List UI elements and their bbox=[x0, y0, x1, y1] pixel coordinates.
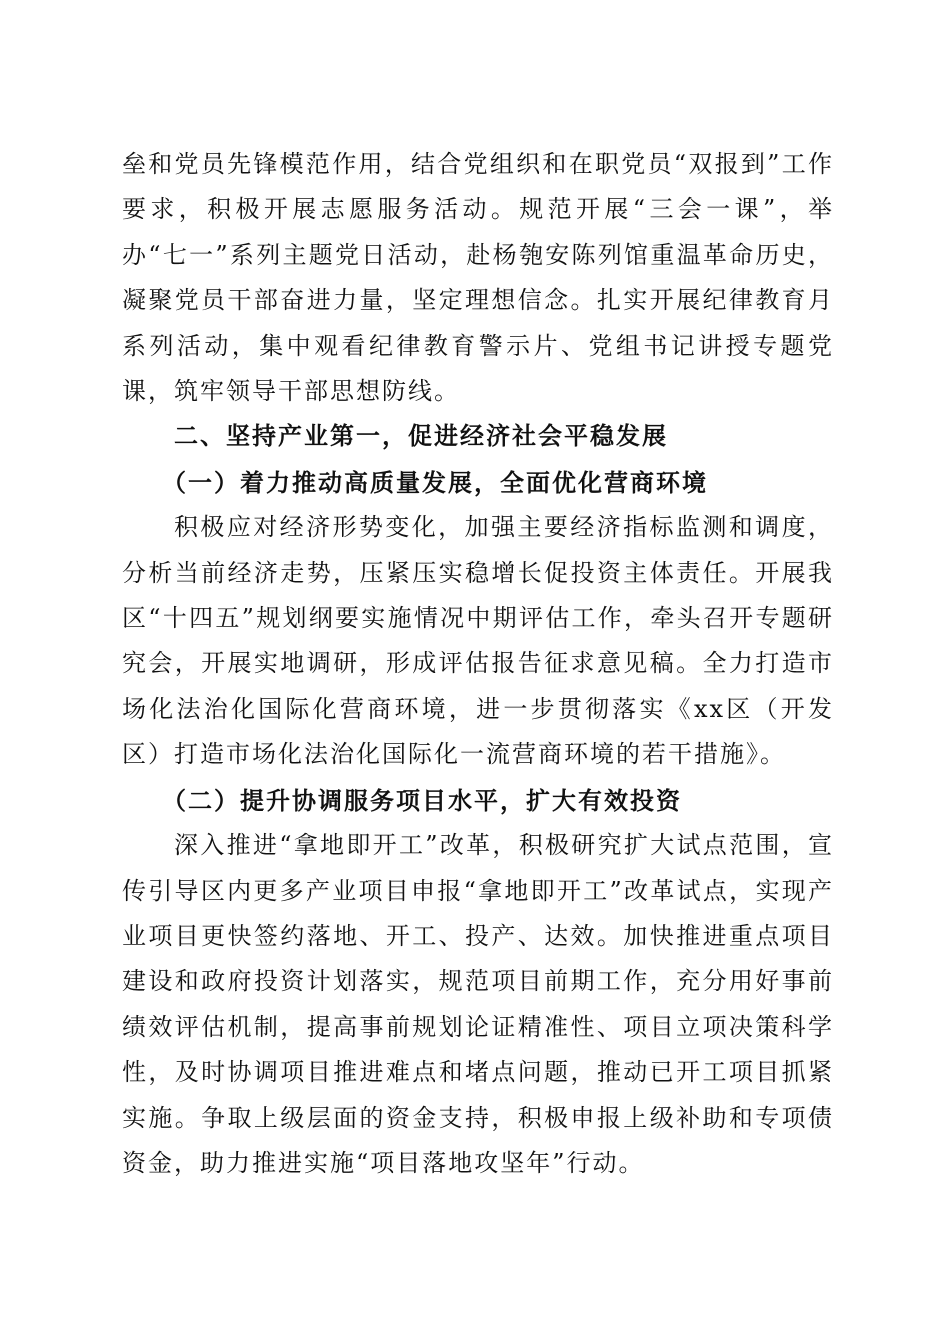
paragraph-business-environment: 积极应对经济形势变化，加强主要经济指标监测和调度，分析当前经济走势，压紧压实稳增长促投资主体责任。开展我区“十四五”规划纲要实施情况中期评估工作，牵头召开专题研究会，开展实地调研，形成评估报告征求意见稿。全力打造市场化法治化国际化营商环境，进一步贯彻落实《xx区（开发区）打造市场化法治化国际化一流营商环境的若干措施》。 bbox=[122, 513, 834, 769]
paragraph-party-building-continued: 垒和党员先锋模范作用，结合党组织和在职党员“双报到”工作要求，积极开展志愿服务活动。规范开展“三会一课”，举办“七一”系列主题党日活动，赴杨匏安陈列馆重温革命历史，凝聚党员干部奋进力量，坚定理想信念。扎实开展纪律教育月系列活动，集中观看纪律教育警示片、党组书记讲授专题党课，筑牢领导干部思想防线。 bbox=[122, 150, 834, 406]
subheading-project-services: （二）提升协调服务项目水平，扩大有效投资 bbox=[162, 785, 682, 815]
paragraph-effective-investment: 深入推进“拿地即开工”改革，积极研究扩大试点范围，宣传引导区内更多产业项目申报“拿地即开工”改革试点，实现产业项目更快签约落地、开工、投产、达效。加快推进重点项目建设和政府投资计划落实，规范项目前期工作，充分用好事前绩效评估机制，提高事前规划论证精准性、项目立项决策科学性，及时协调项目推进难点和堵点问题，推动已开工项目抓紧实施。争取上级层面的资金支持，积极申报上级补助和专项债资金，助力推进实施“项目落地攻坚年”行动。 bbox=[122, 831, 834, 1177]
subheading-high-quality-development: （一）着力推动高质量发展，全面优化营商环境 bbox=[162, 467, 708, 497]
document-body bbox=[122, 142, 834, 1186]
section-heading-industry-first: 二、坚持产业第一，促进经济社会平稳发展 bbox=[174, 422, 668, 451]
